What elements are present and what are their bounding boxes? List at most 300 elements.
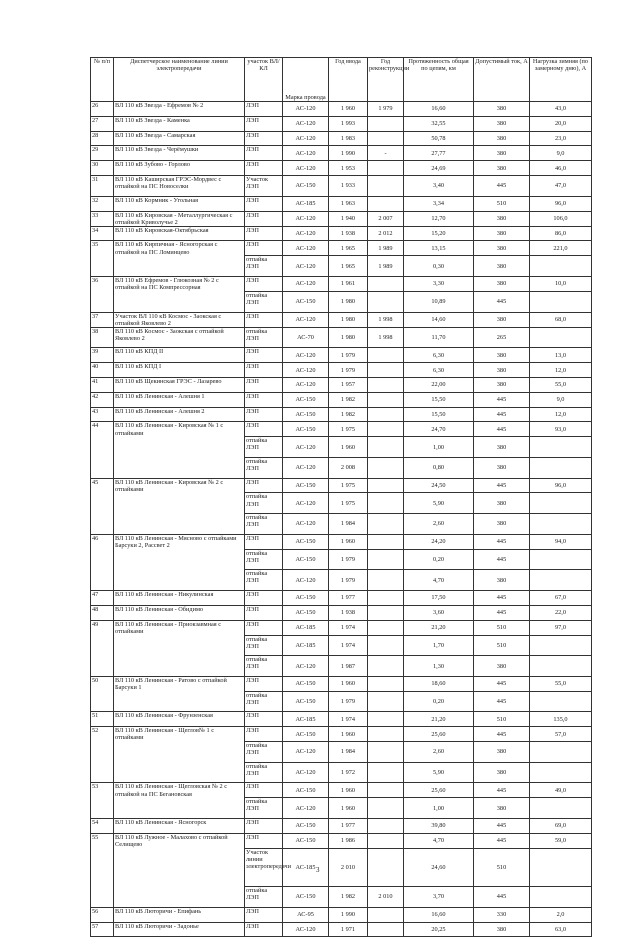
line-name: ВЛ 110 кВ Ленинская - Кировская № 1 с отпайками: [114, 422, 245, 478]
line-name: ВЛ 110 кВ Кировская - Металлургическая с отпайкой Криволучье 2: [114, 211, 245, 226]
cell-section: ЛЭП: [245, 348, 283, 363]
cell-load: [530, 798, 592, 819]
cell-section: отпайка ЛЭП: [245, 742, 283, 763]
cell-year: 1 986: [329, 833, 368, 848]
cell-length: 15,50: [404, 392, 474, 407]
cell-mark: АС-120: [283, 256, 329, 277]
cell-year: 1 957: [329, 378, 368, 393]
cell-current: 445: [474, 175, 530, 196]
cell-year: 1 960: [329, 437, 368, 458]
table-header-row: [91, 58, 592, 102]
cell-mark: АС-120: [283, 363, 329, 378]
line-name: ВЛ 110 кВ Ефремов - Глюкозная № 2 с отпайкой на ПС Компрессорная: [114, 277, 245, 313]
cell-year: 2 010: [329, 848, 368, 886]
row-number: 51: [91, 712, 114, 727]
cell-section: отпайка ЛЭП: [245, 493, 283, 514]
cell-section: ЛЭП: [245, 196, 283, 211]
cell-length: 5,90: [404, 762, 474, 783]
line-name: ВЛ 110 кВ Ленинская - Кировская № 2 с отпайками: [114, 478, 245, 534]
cell-mark: АС-150: [283, 534, 329, 549]
cell-mark: АС-185: [283, 712, 329, 727]
cell-load: 22,0: [530, 605, 592, 620]
cell-current: 380: [474, 656, 530, 677]
cell-year: 1 982: [329, 407, 368, 422]
line-name: Участок ВЛ 110 кВ Космос - Заокская с отпайкой Яковлево 2: [114, 312, 245, 327]
cell-load: [530, 493, 592, 514]
cell-length: 12,70: [404, 211, 474, 226]
cell-mark: АС-150: [283, 833, 329, 848]
cell-year: 1 984: [329, 514, 368, 535]
cell-length: 20,25: [404, 922, 474, 937]
cell-length: 21,20: [404, 712, 474, 727]
cell-section: отпайка ЛЭП: [245, 570, 283, 591]
table-row: [91, 422, 592, 437]
line-name: ВЛ 110 кВ КПД I: [114, 363, 245, 378]
line-name: ВЛ 110 кВ Ленинская - Обидимо: [114, 605, 245, 620]
cell-length: 3,70: [404, 887, 474, 908]
cell-length: 15,20: [404, 226, 474, 241]
cell-load: 67,0: [530, 591, 592, 606]
cell-current: 380: [474, 116, 530, 131]
cell-recon: [368, 175, 404, 196]
cell-load: [530, 887, 592, 908]
cell-section: ЛЭП: [245, 146, 283, 161]
cell-section: ЛЭП: [245, 211, 283, 226]
line-name: ВЛ 110 кВ Звезда - Черёмушки: [114, 146, 245, 161]
cell-section: ЛЭП: [245, 392, 283, 407]
cell-load: 46,0: [530, 161, 592, 176]
cell-load: 12,0: [530, 407, 592, 422]
cell-recon: [368, 116, 404, 131]
header-recon: Год реконструкции: [368, 58, 404, 102]
line-name: ВЛ 110 кВ Ленинская - Мясново с отпайками Барсуки 2, Рассвет 2: [114, 534, 245, 590]
table-row: [91, 312, 592, 327]
cell-recon: [368, 277, 404, 292]
cell-mark: АС-150: [283, 407, 329, 422]
cell-length: 22,00: [404, 378, 474, 393]
cell-recon: [368, 783, 404, 798]
line-name: ВЛ 110 кВ Лютоpичи - Епифань: [114, 907, 245, 922]
cell-year: 2 008: [329, 457, 368, 478]
header-year: Год ввода: [329, 58, 368, 102]
cell-mark: АС-120: [283, 437, 329, 458]
cell-current: 445: [474, 478, 530, 493]
cell-current: 510: [474, 635, 530, 656]
cell-current: 380: [474, 102, 530, 117]
cell-mark: АС-150: [283, 175, 329, 196]
cell-length: 0,20: [404, 691, 474, 712]
cell-recon: [368, 392, 404, 407]
cell-length: 18,60: [404, 676, 474, 691]
cell-load: 68,0: [530, 312, 592, 327]
cell-year: 1 975: [329, 493, 368, 514]
cell-recon: [368, 676, 404, 691]
cell-section: ЛЭП: [245, 422, 283, 437]
cell-current: 445: [474, 783, 530, 798]
cell-section: ЛЭП: [245, 363, 283, 378]
cell-year: 1 963: [329, 196, 368, 211]
cell-mark: АС-120: [283, 348, 329, 363]
cell-mark: АС-150: [283, 676, 329, 691]
cell-load: 10,0: [530, 277, 592, 292]
cell-current: 380: [474, 742, 530, 763]
table-row: [91, 605, 592, 620]
cell-recon: 1 989: [368, 256, 404, 277]
cell-section: отпайка ЛЭП: [245, 327, 283, 348]
cell-load: [530, 457, 592, 478]
header-length: Протяженность общая по цепям, км: [404, 58, 474, 102]
cell-load: 9,0: [530, 146, 592, 161]
cell-length: 0,30: [404, 256, 474, 277]
line-name: ВЛ 110 кВ Ленинская - Фрунзенская: [114, 712, 245, 727]
cell-recon: [368, 422, 404, 437]
power-lines-table: [90, 57, 592, 937]
row-number: 44: [91, 422, 114, 478]
table-row: [91, 146, 592, 161]
cell-current: 380: [474, 798, 530, 819]
cell-recon: [368, 549, 404, 570]
cell-length: 10,89: [404, 291, 474, 312]
row-number: 43: [91, 407, 114, 422]
table-row: [91, 676, 592, 691]
cell-load: [530, 437, 592, 458]
line-name: ВЛ 110 кВ Ленинская - Приокзавмная с отпайками: [114, 620, 245, 676]
cell-year: 1 933: [329, 175, 368, 196]
row-number: 52: [91, 727, 114, 783]
line-name: ВЛ 110 кВ Щекинская ГРЭС - Лазарево: [114, 378, 245, 393]
cell-recon: [368, 635, 404, 656]
cell-length: 3,40: [404, 175, 474, 196]
cell-recon: 2 010: [368, 887, 404, 908]
cell-load: 97,0: [530, 620, 592, 635]
cell-length: 24,50: [404, 478, 474, 493]
cell-year: 1 979: [329, 691, 368, 712]
cell-current: 380: [474, 570, 530, 591]
cell-mark: АС-120: [283, 457, 329, 478]
row-number: 55: [91, 833, 114, 907]
cell-load: 12,0: [530, 363, 592, 378]
line-name: ВЛ 110 кВ Ленинская - Алешня 2: [114, 407, 245, 422]
cell-length: 0,20: [404, 549, 474, 570]
row-number: 27: [91, 116, 114, 131]
cell-recon: [368, 620, 404, 635]
cell-load: 96,0: [530, 478, 592, 493]
cell-recon: [368, 196, 404, 211]
cell-year: 1 953: [329, 161, 368, 176]
cell-current: 265: [474, 327, 530, 348]
cell-mark: АС-120: [283, 277, 329, 292]
cell-length: 2,60: [404, 514, 474, 535]
cell-recon: 2 012: [368, 226, 404, 241]
cell-load: [530, 549, 592, 570]
cell-section: отпайка ЛЭП: [245, 798, 283, 819]
cell-mark: АС-120: [283, 241, 329, 256]
cell-section: ЛЭП: [245, 819, 283, 834]
cell-mark: АС-120: [283, 656, 329, 677]
cell-load: [530, 291, 592, 312]
table-row: [91, 241, 592, 256]
cell-load: [530, 848, 592, 886]
cell-mark: АС-120: [283, 211, 329, 226]
cell-year: 1 975: [329, 478, 368, 493]
cell-current: 380: [474, 363, 530, 378]
cell-load: 23,0: [530, 131, 592, 146]
cell-year: 1 979: [329, 570, 368, 591]
cell-recon: [368, 591, 404, 606]
cell-length: 1,30: [404, 656, 474, 677]
cell-section: ЛЭП: [245, 102, 283, 117]
cell-recon: [368, 742, 404, 763]
line-name: ВЛ 110 кВ Ленинская - Ратово с отпайкой Барсуки 1: [114, 676, 245, 712]
document-sheet: [90, 57, 591, 937]
header-load: Нагрузка зимняя (по замерному дню), А: [530, 58, 592, 102]
cell-mark: АС-150: [283, 549, 329, 570]
cell-section: ЛЭП: [245, 833, 283, 848]
cell-year: 1 965: [329, 241, 368, 256]
cell-current: 445: [474, 549, 530, 570]
cell-recon: -: [368, 146, 404, 161]
cell-section: ЛЭП: [245, 727, 283, 742]
cell-current: 445: [474, 727, 530, 742]
cell-recon: [368, 798, 404, 819]
row-number: 45: [91, 478, 114, 534]
cell-year: 1 974: [329, 712, 368, 727]
table-row: [91, 102, 592, 117]
cell-section: отпайка ЛЭП: [245, 549, 283, 570]
cell-length: 32,55: [404, 116, 474, 131]
line-name: ВЛ 110 кВ Лужное - Малахово с отпайкой Селищево: [114, 833, 245, 907]
cell-mark: АС-150: [283, 783, 329, 798]
cell-section: отпайка ЛЭП: [245, 457, 283, 478]
cell-current: 330: [474, 907, 530, 922]
cell-recon: [368, 570, 404, 591]
table-row: [91, 363, 592, 378]
cell-year: 1 975: [329, 422, 368, 437]
cell-section: отпайка ЛЭП: [245, 887, 283, 908]
cell-length: 3,30: [404, 277, 474, 292]
cell-length: 1,00: [404, 437, 474, 458]
table-row: [91, 175, 592, 196]
cell-section: отпайка ЛЭП: [245, 514, 283, 535]
row-number: 31: [91, 175, 114, 196]
row-number: 53: [91, 783, 114, 819]
cell-recon: [368, 656, 404, 677]
cell-year: 1 977: [329, 591, 368, 606]
cell-mark: АС-120: [283, 798, 329, 819]
cell-mark: АС-120: [283, 161, 329, 176]
line-name: ВЛ 110 кВ Звезда - Самарская: [114, 131, 245, 146]
table-row: [91, 407, 592, 422]
table-row: [91, 348, 592, 363]
cell-length: 14,60: [404, 312, 474, 327]
cell-current: 380: [474, 312, 530, 327]
table-row: [91, 833, 592, 848]
cell-year: 1 990: [329, 146, 368, 161]
cell-current: 380: [474, 226, 530, 241]
table-row: [91, 277, 592, 292]
line-name: ВЛ 110 кВ Зубово - Горлово: [114, 161, 245, 176]
cell-load: [530, 742, 592, 763]
cell-recon: [368, 848, 404, 886]
cell-recon: [368, 363, 404, 378]
table-row: [91, 392, 592, 407]
cell-mark: АС-150: [283, 819, 329, 834]
cell-mark: АС-150: [283, 422, 329, 437]
table-row: [91, 727, 592, 742]
cell-current: 445: [474, 676, 530, 691]
row-number: 32: [91, 196, 114, 211]
line-name: ВЛ 110 кВ КПД II: [114, 348, 245, 363]
row-number: 46: [91, 534, 114, 590]
row-number: 42: [91, 392, 114, 407]
cell-length: 1,00: [404, 798, 474, 819]
cell-load: 13,0: [530, 348, 592, 363]
row-number: 50: [91, 676, 114, 712]
cell-section: ЛЭП: [245, 605, 283, 620]
line-name: ВЛ 110 кВ Ленинская - Щеглов№ 1 с отпайками: [114, 727, 245, 783]
cell-mark: АС-70: [283, 327, 329, 348]
cell-recon: 1 998: [368, 312, 404, 327]
line-name: ВЛ 110 кВ Лютоpичи - Задонье: [114, 922, 245, 937]
cell-current: 380: [474, 146, 530, 161]
cell-section: ЛЭП: [245, 378, 283, 393]
cell-length: 4,70: [404, 570, 474, 591]
table-row: [91, 226, 592, 241]
cell-mark: АС-150: [283, 605, 329, 620]
cell-section: ЛЭП: [245, 712, 283, 727]
cell-section: ЛЭП: [245, 907, 283, 922]
cell-length: 6,30: [404, 348, 474, 363]
cell-load: [530, 256, 592, 277]
cell-current: 380: [474, 277, 530, 292]
cell-year: 1 938: [329, 605, 368, 620]
cell-year: 1 979: [329, 363, 368, 378]
cell-load: 59,0: [530, 833, 592, 848]
cell-load: 94,0: [530, 534, 592, 549]
cell-section: ЛЭП: [245, 922, 283, 937]
cell-year: 1 972: [329, 762, 368, 783]
cell-load: 93,0: [530, 422, 592, 437]
table-row: [91, 116, 592, 131]
cell-recon: [368, 514, 404, 535]
row-number: 29: [91, 146, 114, 161]
cell-section: отпайка ЛЭП: [245, 437, 283, 458]
cell-mark: АС-150: [283, 478, 329, 493]
row-number: 48: [91, 605, 114, 620]
cell-section: ЛЭП: [245, 620, 283, 635]
cell-year: 1 977: [329, 819, 368, 834]
line-name: ВЛ 110 кВ Космос - Заокская с отпайкой Яковлево 2: [114, 327, 245, 348]
cell-current: 380: [474, 762, 530, 783]
cell-mark: АС-150: [283, 291, 329, 312]
cell-load: 20,0: [530, 116, 592, 131]
cell-mark: АС-120: [283, 922, 329, 937]
cell-mark: АС-120: [283, 312, 329, 327]
cell-year: 1 979: [329, 549, 368, 570]
cell-recon: [368, 762, 404, 783]
cell-recon: [368, 378, 404, 393]
cell-load: 86,0: [530, 226, 592, 241]
cell-load: [530, 570, 592, 591]
cell-recon: [368, 819, 404, 834]
cell-section: отпайка ЛЭП: [245, 291, 283, 312]
cell-load: [530, 514, 592, 535]
cell-load: 2,0: [530, 907, 592, 922]
table-row: [91, 907, 592, 922]
cell-section: отпайка ЛЭП: [245, 656, 283, 677]
cell-current: 380: [474, 514, 530, 535]
cell-recon: [368, 691, 404, 712]
cell-current: 380: [474, 922, 530, 937]
row-number: 41: [91, 378, 114, 393]
cell-recon: [368, 407, 404, 422]
cell-recon: [368, 833, 404, 848]
row-number: 34: [91, 226, 114, 241]
row-number: 36: [91, 277, 114, 313]
cell-year: 1 960: [329, 676, 368, 691]
cell-length: 25,60: [404, 727, 474, 742]
table-row: [91, 161, 592, 176]
cell-section: ЛЭП: [245, 676, 283, 691]
cell-section: ЛЭП: [245, 534, 283, 549]
cell-current: 380: [474, 437, 530, 458]
table-row: [91, 327, 592, 348]
cell-length: 24,69: [404, 161, 474, 176]
cell-current: 445: [474, 591, 530, 606]
cell-recon: 1 979: [368, 102, 404, 117]
cell-section: ЛЭП: [245, 478, 283, 493]
cell-recon: [368, 907, 404, 922]
cell-section: ЛЭП: [245, 312, 283, 327]
cell-mark: АС-120: [283, 378, 329, 393]
cell-year: 1 982: [329, 392, 368, 407]
cell-length: 27,77: [404, 146, 474, 161]
cell-section: ЛЭП: [245, 226, 283, 241]
cell-length: 11,70: [404, 327, 474, 348]
cell-recon: [368, 457, 404, 478]
line-name: ВЛ 110 кВ Ленинская - Никулинская: [114, 591, 245, 606]
cell-mark: АС-150: [283, 591, 329, 606]
cell-recon: 1 989: [368, 241, 404, 256]
cell-year: 1 979: [329, 348, 368, 363]
cell-current: 445: [474, 605, 530, 620]
cell-section: отпайка ЛЭП: [245, 256, 283, 277]
cell-length: 24,70: [404, 422, 474, 437]
cell-length: 2,60: [404, 742, 474, 763]
line-name: ВЛ 110 кВ Кормник - Угольная: [114, 196, 245, 211]
cell-section: ЛЭП: [245, 131, 283, 146]
cell-length: 17,50: [404, 591, 474, 606]
cell-mark: АС-150: [283, 727, 329, 742]
cell-recon: [368, 291, 404, 312]
cell-recon: [368, 161, 404, 176]
header-num: № п/п: [91, 58, 114, 102]
cell-current: 380: [474, 493, 530, 514]
line-name: ВЛ 110 кВ Каширская ГРЭС-Мордвес с отпайкой на ПС Новоселки: [114, 175, 245, 196]
table-row: [91, 131, 592, 146]
cell-year: 1 940: [329, 211, 368, 226]
row-number: 39: [91, 348, 114, 363]
cell-recon: [368, 605, 404, 620]
cell-current: 445: [474, 291, 530, 312]
cell-mark: АС-120: [283, 146, 329, 161]
cell-section: ЛЭП: [245, 241, 283, 256]
cell-load: [530, 691, 592, 712]
table-row: [91, 478, 592, 493]
cell-current: 510: [474, 712, 530, 727]
cell-mark: АС-185: [283, 635, 329, 656]
cell-length: 5,90: [404, 493, 474, 514]
